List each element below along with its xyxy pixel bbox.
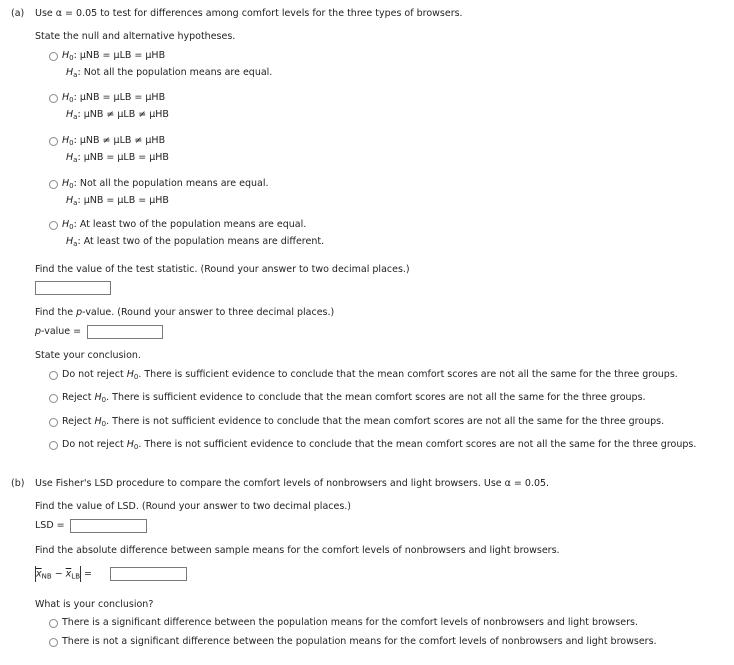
hypothesis-option-2-h0: $H_0$: μNB = μLB = μHB <box>62 92 166 104</box>
hypothesis-option-4-ha: $H_a$: μNB = μLB = μHB <box>66 195 169 207</box>
hypothesis-option-2-ha: $H_a$: μNB ≠ μLB ≠ μHB <box>66 109 169 121</box>
h0-text: μNB = μLB = μHB <box>79 92 166 103</box>
conclusion-b-option-2: There is not a significant difference between the population means for the comfort levels of nonbrowsers and light browsers. <box>62 636 657 647</box>
pvalue-prompt: Find the p-value. (Round your answer to three decimal places.) <box>35 307 335 318</box>
part-a-prompt: Use α = 0.05 to test for differences among comfort levels for the three types of browsers. <box>35 8 463 19</box>
conclusion-a-option-4-radio[interactable] <box>49 441 58 450</box>
test-stat-prompt: Find the value of the test statistic. (Round your answer to two decimal places.) <box>35 264 410 275</box>
hypothesis-option-1-ha: $H_a$: Not all the population means are equal. <box>66 67 273 79</box>
hypotheses-prompt: State the null and alternative hypotheses. <box>35 31 236 42</box>
ha-text: Not all the population means are equal. <box>83 67 273 78</box>
pvalue-label: p-value = <box>35 326 82 337</box>
conclusion-a-option-2-radio[interactable] <box>49 394 58 403</box>
mean-difference-input[interactable] <box>110 567 187 581</box>
conclusion-b-option-2-radio[interactable] <box>49 638 58 647</box>
hypothesis-option-4-h0: $H_0$: Not all the population means are equal. <box>62 178 269 190</box>
h0-text: μNB = μLB = μHB <box>79 50 166 61</box>
ha-text: μNB = μLB = μHB <box>83 195 169 206</box>
conclusion-a-option-3: Reject $H_0$. There is not sufficient evidence to conclude that the mean comfort scores are not all the same for the three groups. <box>62 416 665 428</box>
ha-text: At least two of the population means are different. <box>83 236 325 247</box>
h0-text: Not all the population means are equal. <box>79 178 269 189</box>
h0-text: At least two of the population means are equal. <box>79 219 307 230</box>
hypothesis-option-3-h0: $H_0$: μNB ≠ μLB ≠ μHB <box>62 135 166 147</box>
part-b-prompt: Use Fisher's LSD procedure to compare the comfort levels of nonbrowsers and light browsers. Use α = 0.05. <box>35 478 550 489</box>
conclusion-prompt-a: State your conclusion. <box>35 350 141 361</box>
conclusion-b-option-1-radio[interactable] <box>49 619 58 628</box>
hypothesis-option-1-h0: $H_0$: μNB = μLB = μHB <box>62 50 166 62</box>
part-a-label: (a) <box>11 8 25 19</box>
hypothesis-option-3-ha: $H_a$: μNB = μLB = μHB <box>66 152 169 164</box>
conclusion-a-option-1-radio[interactable] <box>49 371 58 380</box>
conclusion-a-option-2: Reject $H_0$. There is sufficient evidence to conclude that the mean comfort scores are not all the same for the three groups. <box>62 392 646 404</box>
hypothesis-option-5-radio[interactable] <box>49 221 58 230</box>
hypothesis-option-1-radio[interactable] <box>49 52 58 61</box>
mean-difference-expression: $\overline{x}_{NB} - \overline{x}_{LB}$ = <box>35 566 92 582</box>
lsd-prompt: Find the value of LSD. (Round your answer to two decimal places.) <box>35 501 352 512</box>
hypothesis-option-3-radio[interactable] <box>49 137 58 146</box>
hypothesis-option-4-radio[interactable] <box>49 180 58 189</box>
pvalue-input[interactable] <box>87 325 163 339</box>
hypothesis-option-5-h0: $H_0$: At least two of the population means are equal. <box>62 219 307 231</box>
test-stat-input[interactable] <box>35 281 111 295</box>
hypothesis-option-2-radio[interactable] <box>49 94 58 103</box>
lsd-label: LSD = <box>35 520 65 531</box>
conclusion-prompt-b: What is your conclusion? <box>35 599 154 610</box>
conclusion-a-option-4: Do not reject $H_0$. There is not sufficient evidence to conclude that the mean comfort scores are not all the same for the three groups. <box>62 439 697 451</box>
ha-text: μNB ≠ μLB ≠ μHB <box>83 109 169 120</box>
diff-prompt: Find the absolute difference between sample means for the comfort levels of nonbrowsers and light browsers. <box>35 545 560 556</box>
conclusion-a-option-1: Do not reject $H_0$. There is sufficient evidence to conclude that the mean comfort scores are not all the same for the three groups. <box>62 369 678 381</box>
conclusion-a-option-3-radio[interactable] <box>49 418 58 427</box>
part-b-label: (b) <box>11 478 25 489</box>
ha-text: μNB = μLB = μHB <box>83 152 169 163</box>
lsd-input[interactable] <box>70 519 147 533</box>
hypothesis-option-5-ha: $H_a$: At least two of the population means are different. <box>66 236 325 248</box>
h0-text: μNB ≠ μLB ≠ μHB <box>79 135 166 146</box>
conclusion-b-option-1: There is a significant difference between the population means for the comfort levels of nonbrowsers and light browsers. <box>62 617 638 628</box>
